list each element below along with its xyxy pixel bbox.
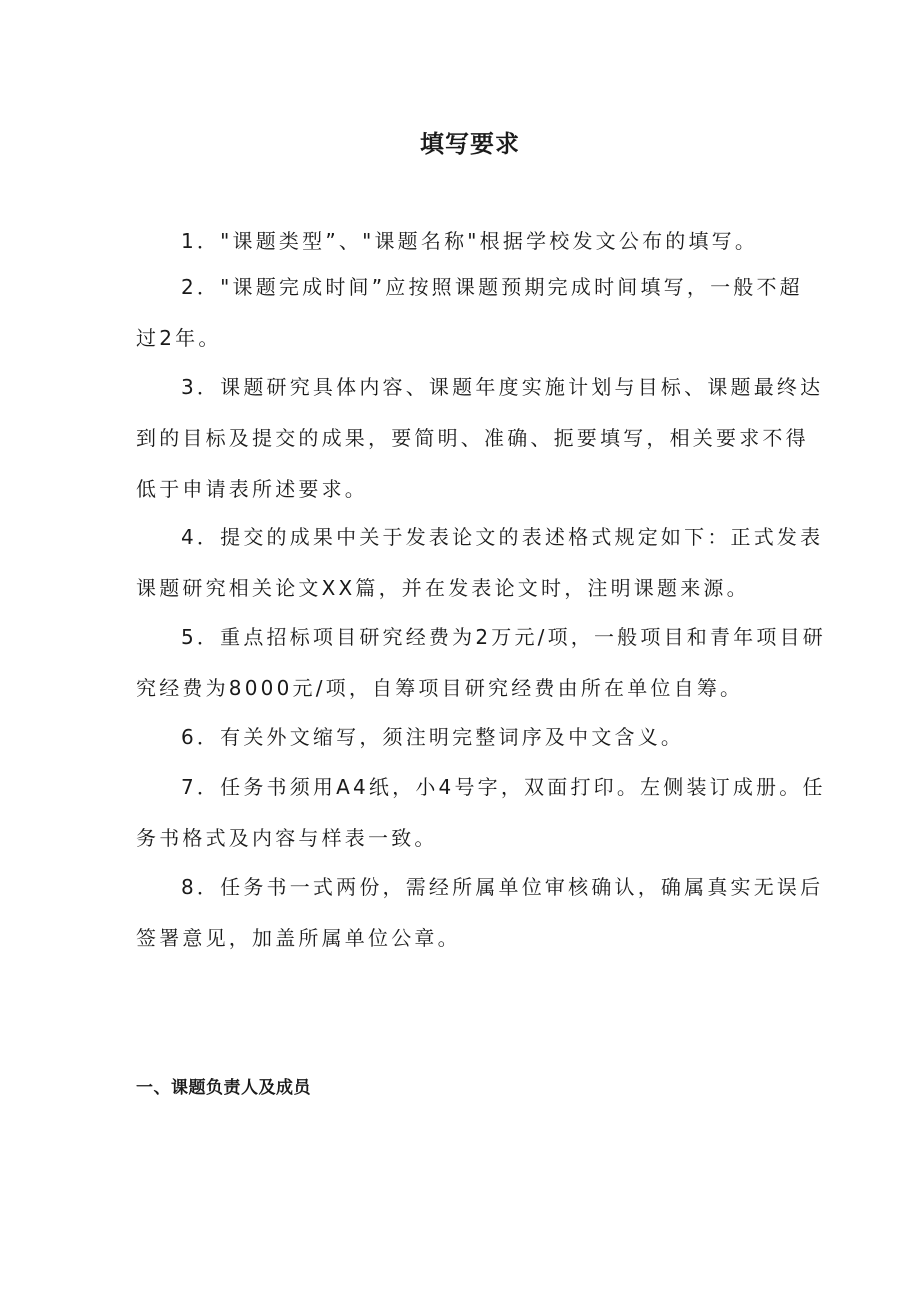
requirement-item-3: 3．课题研究具体内容、课题年度实施计划与目标、课题最终达到的目标及提交的成果，要简明、准确、扼要填写，相关要求不得低于申请表所述要求。	[136, 375, 824, 501]
requirement-item-8: 8．任务书一式两份，需经所属单位审核确认，确属真实无误后签署意见，加盖所属单位公章。	[136, 875, 824, 950]
page-title: 填写要求	[420, 130, 520, 158]
requirement-item-2: 2．"课题完成时间”应按照课题预期完成时间填写，一般不超过2年。	[136, 275, 803, 350]
requirement-item-5: 5．重点招标项目研究经费为2万元/项，一般项目和青年项目研究经费为8000元/项，自筹项目研究经费由所在单位自筹。	[136, 625, 826, 700]
requirement-item-4: 4．提交的成果中关于发表论文的表述格式规定如下：正式发表课题研究相关论文XX篇，并在发表论文时，注明课题来源。	[136, 525, 824, 600]
section-heading: 一、课题负责人及成员	[136, 1078, 311, 1098]
requirement-item-6: 6．有关外文缩写，须注明完整词序及中文含义。	[181, 725, 685, 749]
requirement-item-7: 7．任务书须用A4纸，小4号字，双面打印。左侧装订成册。任务书格式及内容与样表一致。	[136, 775, 826, 850]
requirement-item-1: 1．"课题类型”、"课题名称"根据学校发文公布的填写。	[181, 229, 759, 253]
